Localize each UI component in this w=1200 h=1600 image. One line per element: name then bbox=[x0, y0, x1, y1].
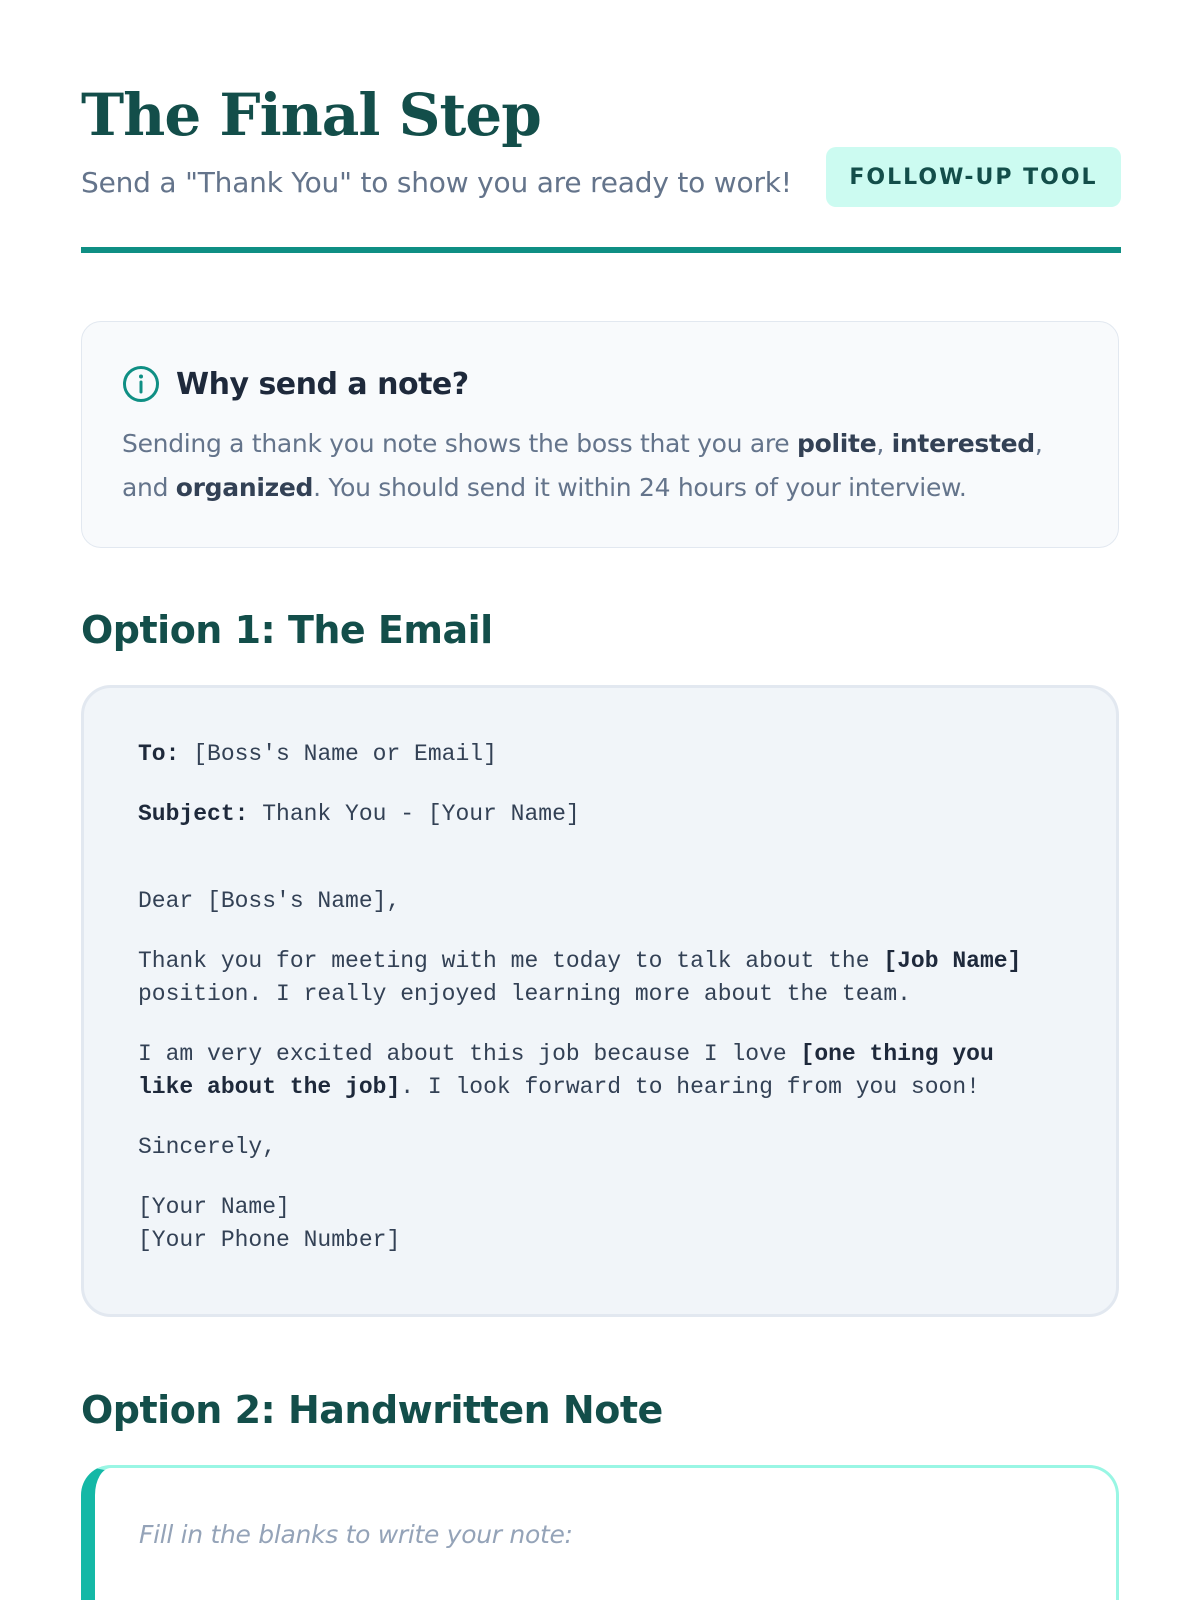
page-title: The Final Step bbox=[81, 81, 541, 149]
note-prompt: Fill in the blanks to write your note: bbox=[139, 1520, 573, 1549]
header-divider bbox=[81, 247, 1121, 253]
email-paragraph-1 bbox=[138, 945, 1062, 1011]
info-title: Why send a note? bbox=[176, 366, 469, 402]
email-job-name-placeholder: [Job Name] bbox=[883, 948, 1022, 974]
info-text-part: , and bbox=[122, 429, 1043, 502]
email-paragraph-2 bbox=[138, 1038, 1062, 1104]
email-text-part: Thank you for meeting with me today to talk about the bbox=[138, 948, 884, 974]
email-to-line bbox=[138, 738, 1062, 771]
option1-heading: Option 1: The Email bbox=[81, 608, 493, 652]
email-greeting: Dear [Boss's Name], bbox=[138, 888, 401, 914]
follow-up-tool-badge: FOLLOW-UP TOOL bbox=[826, 147, 1121, 207]
email-text-part: . I look forward to hearing from you soon! bbox=[400, 1074, 980, 1100]
handwritten-note-card bbox=[81, 1465, 1119, 1600]
email-closing: Sincerely, bbox=[138, 1134, 277, 1160]
info-text-part: , bbox=[876, 429, 892, 458]
info-circle-icon bbox=[122, 365, 160, 403]
info-bold-interested: interested bbox=[891, 429, 1035, 458]
email-subject-line bbox=[138, 798, 1062, 831]
email-liked-thing-placeholder: [one thing you like about the job] bbox=[138, 1041, 994, 1100]
email-text-part: I am very excited about this job because I love bbox=[138, 1041, 801, 1067]
info-header bbox=[122, 362, 1078, 406]
email-to-value: [Boss's Name or Email] bbox=[179, 741, 497, 767]
email-text-part: position. I really enjoyed learning more about the team. bbox=[138, 981, 911, 1007]
info-text-part: Sending a thank you note shows the boss that you are bbox=[122, 429, 798, 458]
info-bold-polite: polite bbox=[797, 429, 877, 458]
header bbox=[81, 0, 1121, 254]
info-box bbox=[81, 321, 1119, 548]
email-subject-label: Subject: bbox=[138, 801, 249, 827]
info-bold-organized: organized bbox=[175, 473, 314, 502]
page-subtitle: Send a "Thank You" to show you are ready to work! bbox=[81, 166, 792, 199]
email-signature-phone: [Your Phone Number] bbox=[138, 1227, 401, 1253]
info-text bbox=[122, 422, 1078, 510]
email-subject-value: Thank You - [Your Name] bbox=[248, 801, 580, 827]
email-signature-name: [Your Name] bbox=[138, 1194, 290, 1220]
email-to-label: To: bbox=[138, 741, 180, 767]
info-text-part: . You should send it within 24 hours of your interview. bbox=[313, 473, 967, 502]
email-template bbox=[81, 685, 1119, 1317]
page bbox=[81, 0, 1121, 1549]
option2-heading: Option 2: Handwritten Note bbox=[81, 1388, 663, 1432]
